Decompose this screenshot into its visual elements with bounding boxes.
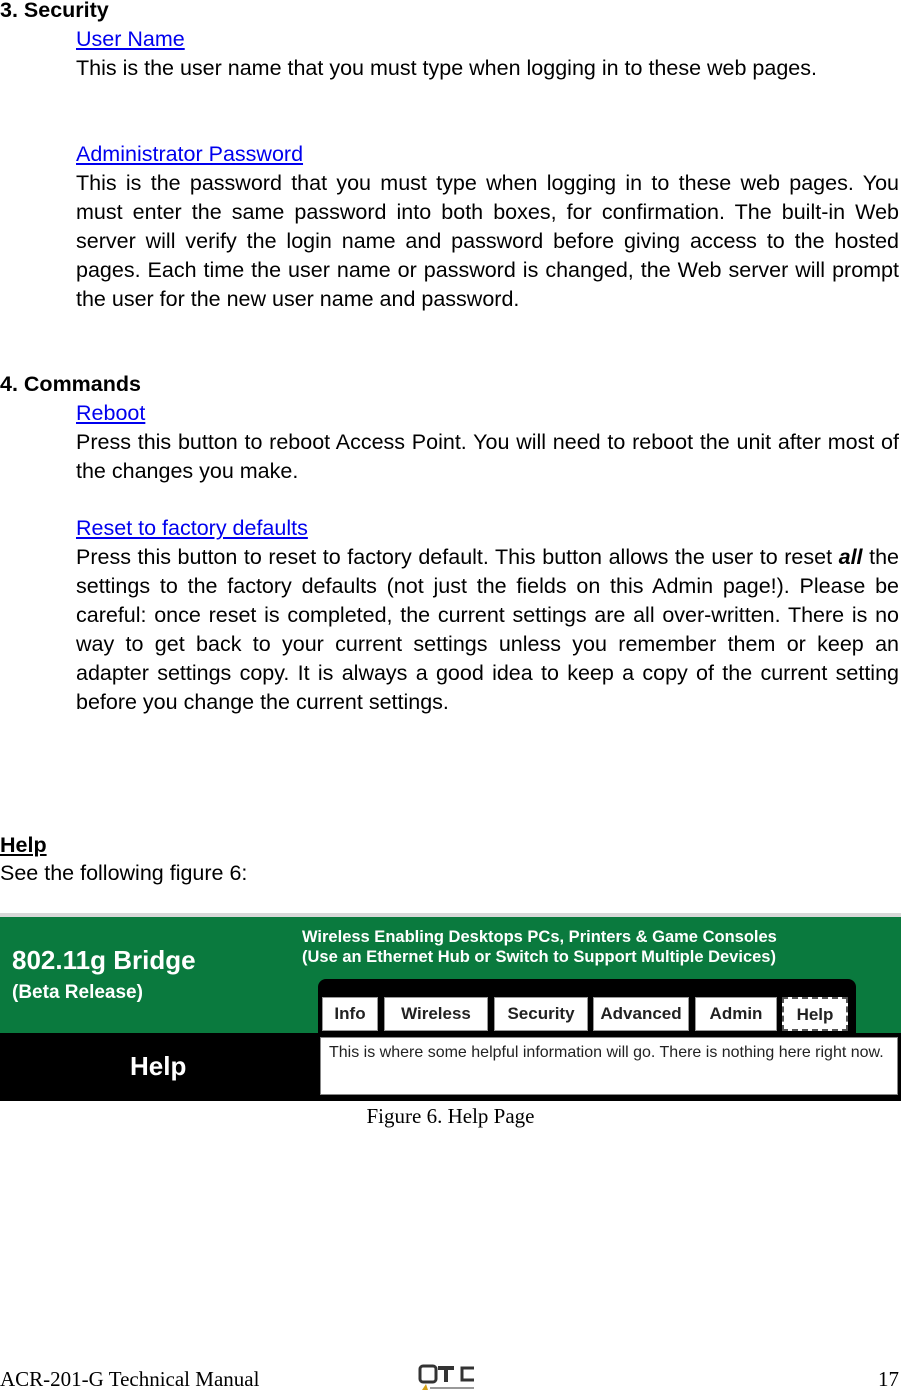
figure-product-title: 802.11g Bridge	[12, 945, 196, 975]
figure-caption: Figure 6. Help Page	[366, 1104, 535, 1128]
logo-c-shape	[462, 1368, 474, 1380]
reset-text-after: the settings to the factory defaults (not just the fields on this Admin page!). Please be careful: once reset is completed, the current settings are all over-written. There is no way to get back to your current settings unless you remember them or keep an adapter settings copy. It is always a good idea to keep a copy of the current setting before you change the current settings.	[76, 545, 899, 714]
page-number: 17	[878, 1367, 899, 1391]
logo-subtext-line	[430, 1387, 474, 1389]
tab-admin[interactable]: Admin	[695, 997, 777, 1031]
figure-help-text-box: This is where some helpful information will go. There is nothing here right now.	[320, 1037, 898, 1095]
figure-product-subtitle: (Beta Release)	[12, 982, 143, 1003]
section-heading-security: 3. Security	[0, 0, 109, 22]
user-name-link[interactable]: User Name	[76, 27, 185, 51]
figure-section-label: Help	[130, 1051, 187, 1081]
tab-help[interactable]: Help	[782, 997, 848, 1031]
help-intro: See the following figure 6:	[0, 861, 248, 885]
footer-manual-title: ACR-201-G Technical Manual	[0, 1367, 260, 1391]
reset-factory-link[interactable]: Reset to factory defaults	[76, 516, 308, 540]
figure-tagline-2: (Use an Ethernet Hub or Switch to Support Multiple Devices)	[302, 948, 776, 966]
section-heading-commands: 4. Commands	[0, 372, 141, 396]
reset-description	[76, 543, 899, 717]
otc-logo	[418, 1364, 484, 1394]
reboot-description: Press this button to reboot Access Point. You will need to reboot the unit after most of the changes you make.	[76, 430, 899, 483]
logo-leaf-icon	[422, 1384, 428, 1390]
reset-text-before: Press this button to reset to factory default. This button allows the user to reset	[76, 545, 833, 569]
tab-security[interactable]: Security	[494, 997, 588, 1031]
tab-info[interactable]: Info	[322, 997, 378, 1031]
tab-wireless[interactable]: Wireless	[384, 997, 488, 1031]
user-name-description: This is the user name that you must type when logging in to these web pages.	[76, 56, 817, 80]
help-heading: Help	[0, 833, 47, 857]
figure-tagline-1: Wireless Enabling Desktops PCs, Printers & Game Consoles	[302, 928, 777, 946]
tab-advanced[interactable]: Advanced	[593, 997, 689, 1031]
reboot-link[interactable]: Reboot	[76, 401, 146, 425]
figure-header	[0, 913, 901, 1033]
admin-password-link[interactable]: Administrator Password	[76, 142, 304, 166]
admin-password-description: This is the password that you must type when logging in to these web pages. You must enter the same password into both boxes, for confirmation. The built-in Web server will verify the login name and password before giving access to the hosted pages. Each time the user name or password is changed, the Web server will prompt the user for the new user name and password.	[76, 171, 899, 311]
reset-emphasis: all	[838, 545, 863, 569]
logo-t-stem	[444, 1366, 448, 1382]
logo-o-shape	[420, 1366, 436, 1382]
help-page-figure	[0, 913, 901, 1101]
